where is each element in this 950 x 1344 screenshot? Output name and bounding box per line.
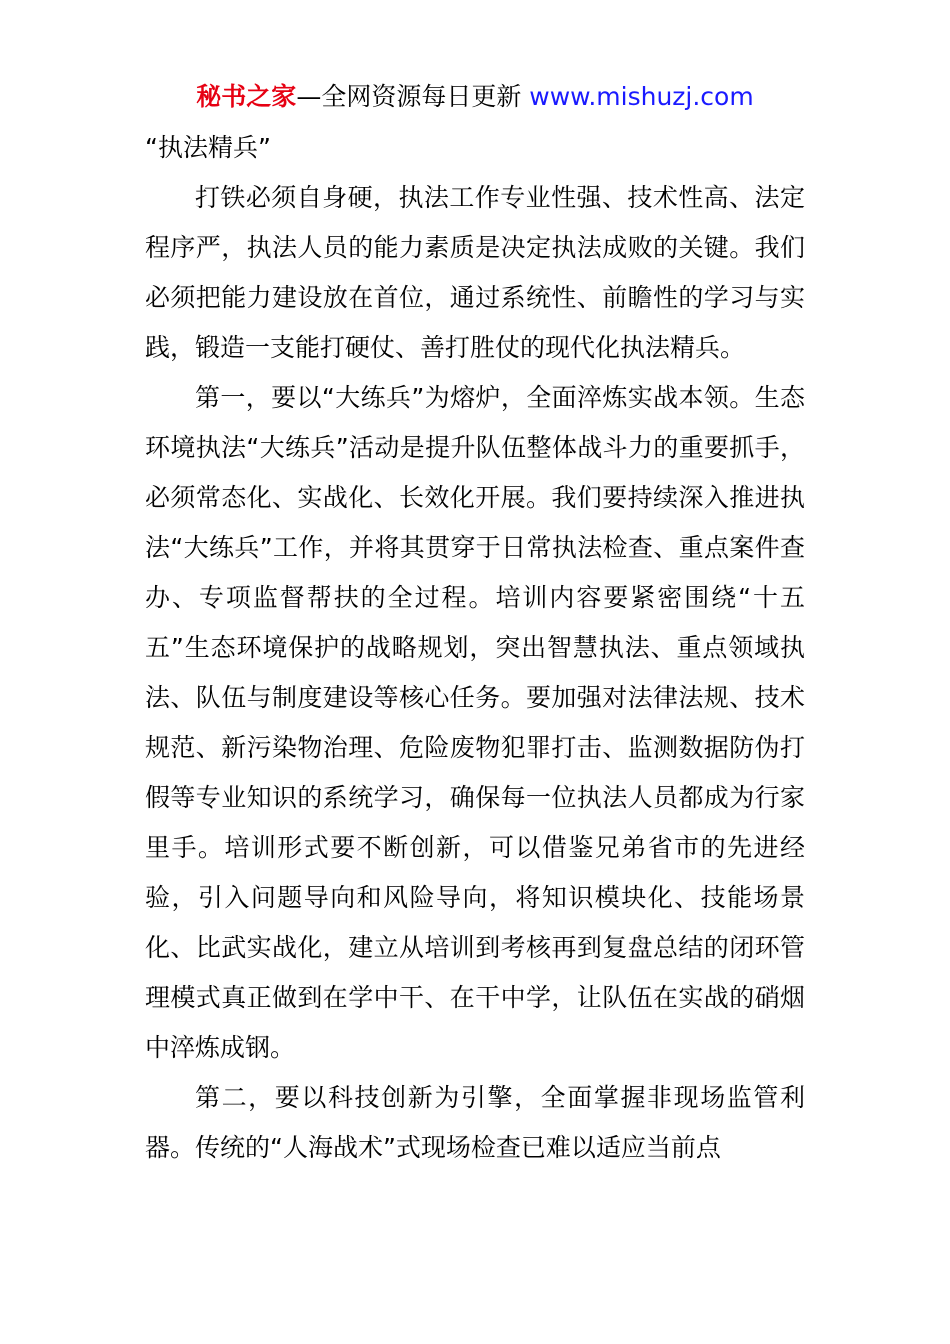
site-header bbox=[0, 80, 950, 114]
paragraph: 第二，要以科技创新为引擎，全面掌握非现场监管利器。传统的“人海战术”式现场检查已难以适应当前点 bbox=[145, 1083, 805, 1162]
paragraph: 第一，要以“大练兵”为熔炉，全面淬炼实战本领。生态环境执法“大练兵”活动是提升队伍整体战斗力的重要抓手，必须常态化、实战化、长效化开展。我们要持续深入推进执法“大练兵”工作，并将其贯穿于日常执法检查、重点案件查办、专项监督帮扶的全过程。培训内容要紧密围绕“十五五”生态环境保护的战略规划，突出智慧执法、重点领域执法、队伍与制度建设等核心任务。要加强对法律法规、技术规范、新污染物治理、危险废物犯罪打击、监测数据防伪打假等专业知识的系统学习，确保每一位执法人员都成为行家里手。培训形式要不断创新，可以借鉴兄弟省市的先进经验，引入问题导向和风险导向，将知识模块化、技能场景化、比武实战化，建立从培训到考核再到复盘总结的闭环管理模式真正做到在学中干、在干中学，让队伍在实战的硝烟中淬炼成钢。 bbox=[145, 383, 805, 1062]
header-slogan: —全网资源每日更新 bbox=[296, 82, 522, 111]
section-title-fragment: “执法精兵” bbox=[145, 133, 271, 162]
paragraph: 打铁必须自身硬，执法工作专业性强、技术性高、法定程序严，执法人员的能力素质是决定执法成败的关键。我们必须把能力建设放在首位，通过系统性、前瞻性的学习与实践，锻造一支能打硬仗、善打胜仗的现代化执法精兵。 bbox=[145, 183, 805, 362]
document-body bbox=[145, 123, 805, 1173]
brand-name: 秘书之家 bbox=[196, 82, 297, 111]
site-url-link[interactable]: www.mishuzj.com bbox=[529, 82, 754, 111]
